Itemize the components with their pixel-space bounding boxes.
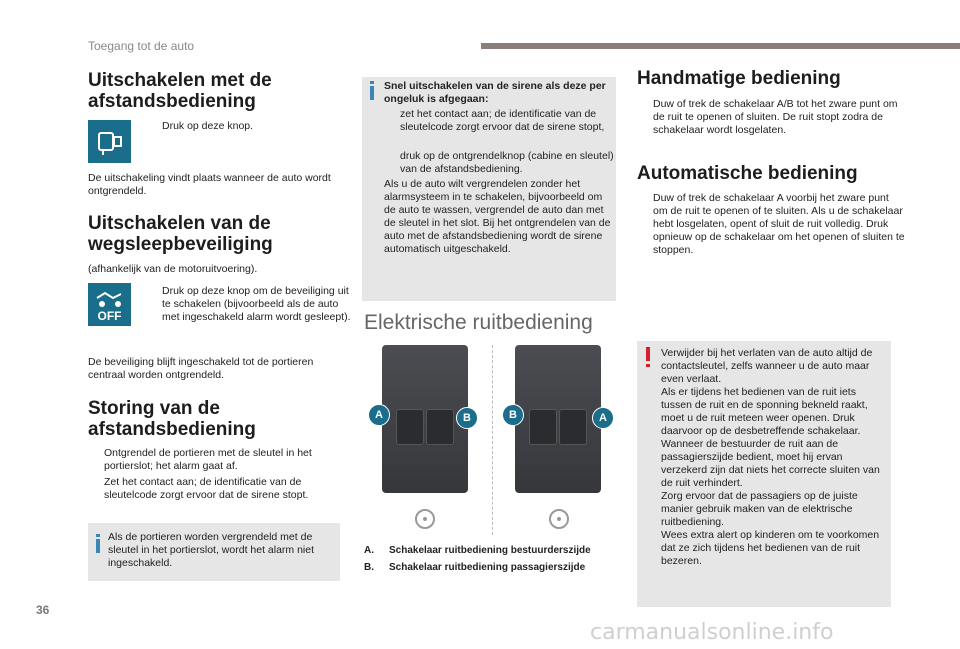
marker-a-passenger: A xyxy=(592,407,614,429)
siren-note-text: Als u de auto wilt vergrendelen zonder het alarmsysteem in te schakelen, bijvoorbeeld om de auto te wassen, vergrendel de auto dan met de sleutel in het slot. Bij het ontgrendelen van de auto met de afstandsbediening wordt de sirene automatisch uitgeschakeld. xyxy=(384,178,611,255)
steering-wheel-icon xyxy=(405,507,445,531)
legend-key: B. xyxy=(364,562,374,573)
bullet-manual: Duw of trek de schakelaar A/B tot het zware punt om de ruit te openen of sluiten. De ruit stopt zodra de schakelaar wordt losgelaten. xyxy=(653,98,898,136)
tow-off-label: OFF xyxy=(97,309,122,323)
section-title-automatic: Automatische bediening xyxy=(637,163,858,184)
info-icon xyxy=(96,539,100,553)
info-note-failure xyxy=(88,523,340,581)
warning-text: Verwijder bij het verlaten van de auto altijd de contactsleutel, zelfs wanneer u de auto maar even verlaat. Als er tijdens het bedienen van de ruit iets tussen de ruit en de sponning bekneld raakt, moet u de ruit meteen weer openen. Druk daarvoor op de desbetreffende schakelaar. Wanneer de bestuurder de ruit aan de passagierszijde bedient, moet hij ervan verzekerd zijn dat niets het correcte sluiten van de ruit verhindert. Zorg ervoor dat de passagiers op de juiste manier gebruik maken van de elektrische ruitbediening. Wees extra alert op kinderen om te voorkomen dat ze zich tijdens het bedienen van de ruit bezeren. xyxy=(661,347,880,567)
page-number: 36 xyxy=(36,603,50,617)
window-switch-left xyxy=(396,409,424,445)
bullet-failure-1: Ontgrendel de portieren met de sleutel in het portierslot; het alarm gaat af. xyxy=(104,447,312,472)
tow-protection-subtitle: (afhankelijk van de motoruitvoering). xyxy=(88,263,258,275)
remote-key-icon xyxy=(88,120,131,163)
marker-b-driver: B xyxy=(456,407,478,429)
legend-text: Schakelaar ruitbediening bestuurderszijde xyxy=(389,545,591,556)
warning-icon xyxy=(646,347,650,361)
section-title-remote-failure: Storing van de afstandsbediening xyxy=(88,398,256,440)
steering-wheel-icon xyxy=(539,507,579,531)
window-switch-left xyxy=(529,409,557,445)
info-icon xyxy=(370,86,374,100)
window-switch-right xyxy=(426,409,454,445)
info-note-text: Als de portieren worden vergrendeld met de sleutel in het portierslot, wordt het alarm niet ingeschakeld. xyxy=(108,531,315,569)
illustration-divider xyxy=(492,345,493,535)
window-section-title: Elektrische ruitbediening xyxy=(364,311,593,334)
tow-protection-text: De beveiliging blijft ingeschakeld tot de portieren centraal worden ontgrendeld. xyxy=(88,356,314,381)
legend-text: Schakelaar ruitbediening passagierszijde xyxy=(389,562,586,573)
tow-off-icon xyxy=(88,283,131,326)
watermark: carmanualsonline.info xyxy=(590,620,834,645)
marker-a-driver: A xyxy=(368,404,390,426)
section-title-tow-protection: Uitschakelen van de wegsleepbeveiliging xyxy=(88,213,273,255)
bullet-remote: Druk op deze knop. xyxy=(162,120,254,132)
bullet-failure-2: Zet het contact aan; de identificatie van de sleutelcode zorgt ervoor dat de sirene stopt. xyxy=(104,476,309,501)
legend-item-b xyxy=(364,562,586,573)
warning-note xyxy=(637,341,891,607)
running-header: Toegang tot de auto xyxy=(88,39,195,53)
siren-bullet-2: druk op de ontgrendelknop (cabine en sleutel) van de afstandsbediening. xyxy=(400,150,614,175)
header-bar xyxy=(481,43,960,49)
siren-note-heading: Snel uitschakelen van de sirene als deze per ongeluk is afgegaan: xyxy=(384,80,606,105)
window-switch-right xyxy=(559,409,587,445)
bullet-automatic: Duw of trek de schakelaar A voorbij het zware punt om de ruit te openen of te sluiten. Als u de schakelaar hebt losgelaten, opent of sluit de ruit volledig. Druk opnieuw op de schakelaar om het openen of sluiten te stoppen. xyxy=(653,192,905,256)
marker-b-passenger: B xyxy=(502,404,524,426)
remote-disable-text: De uitschakeling vindt plaats wanneer de auto wordt ontgrendeld. xyxy=(88,172,331,197)
legend-item-a xyxy=(364,545,591,556)
section-title-manual: Handmatige bediening xyxy=(637,68,841,89)
bullet-tow: Druk op deze knop om de beveiliging uit te schakelen (bijvoorbeeld als de auto met ingeschakeld alarm wordt gesleept). xyxy=(162,285,351,323)
info-note-siren xyxy=(362,77,616,301)
section-title-remote-disable: Uitschakelen met de afstandsbediening xyxy=(88,70,272,112)
passenger-switch-panel xyxy=(515,345,601,493)
legend-key: A. xyxy=(364,545,374,556)
siren-bullet-1: zet het contact aan; de identificatie van de sleutelcode zorgt ervoor dat de sirene stopt, xyxy=(400,108,605,133)
